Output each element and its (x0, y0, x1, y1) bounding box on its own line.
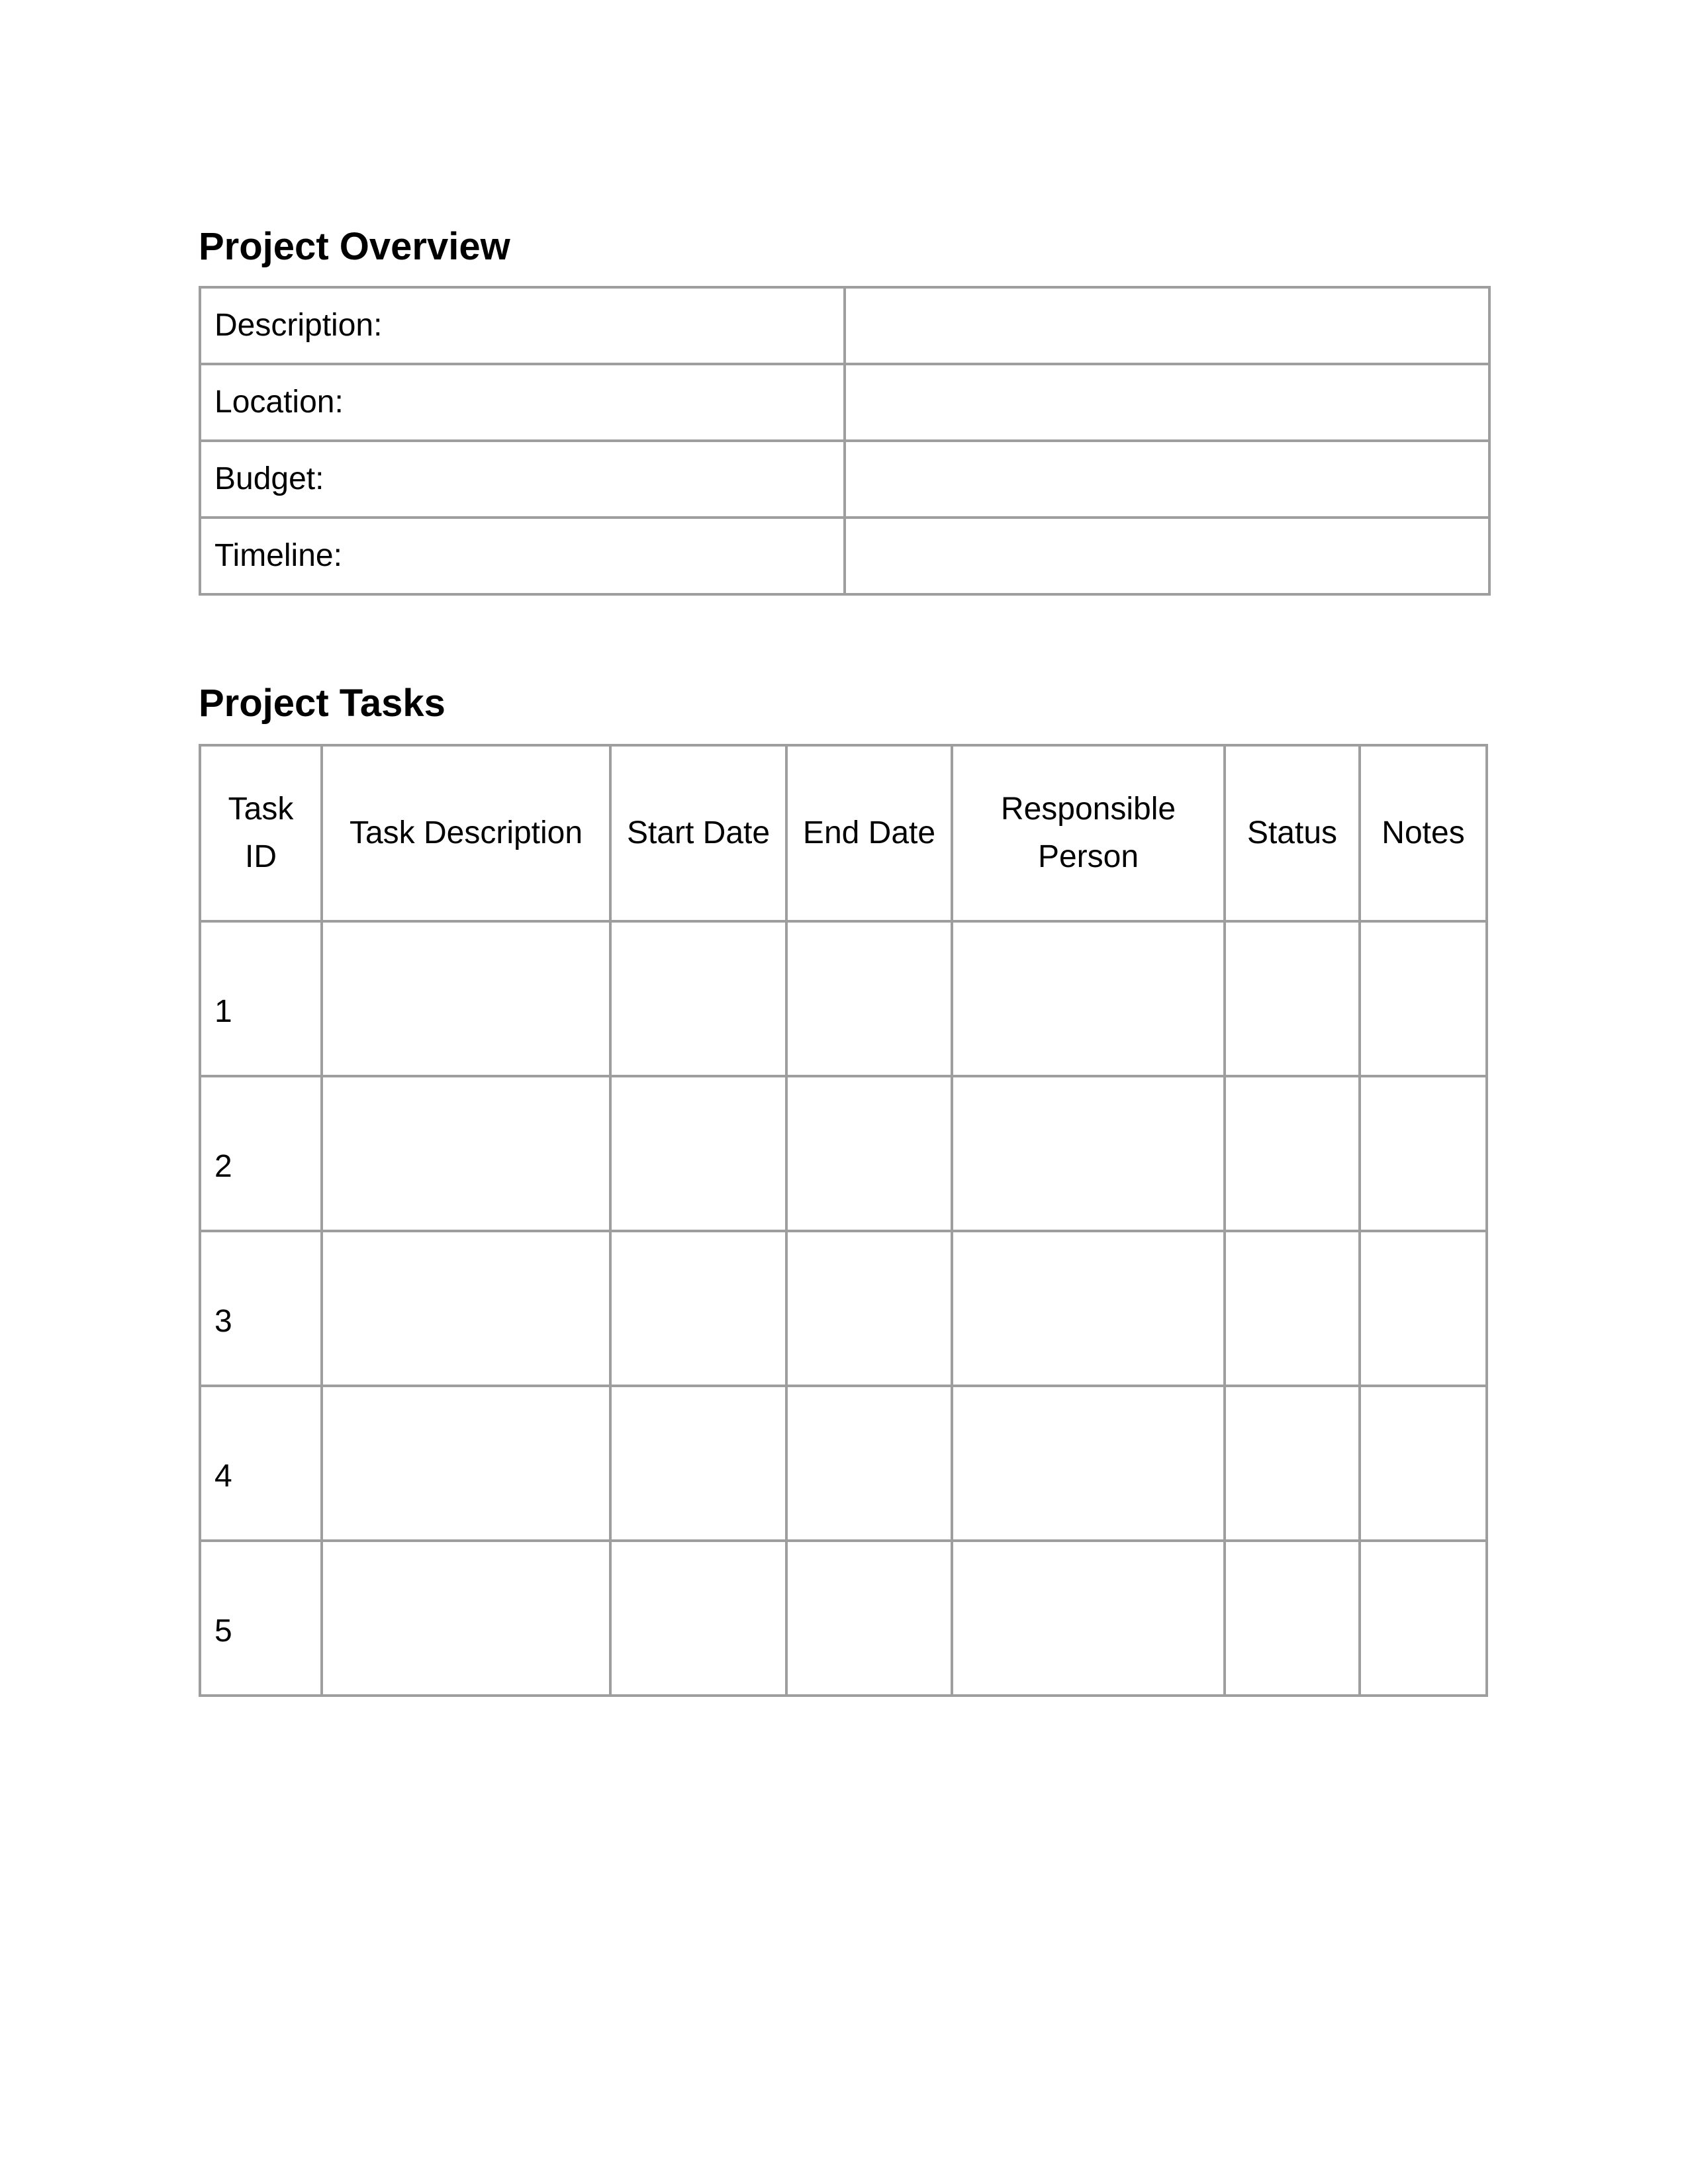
end-date-cell[interactable] (786, 921, 952, 1076)
overview-label: Timeline: (200, 518, 845, 594)
task-id-cell: 3 (200, 1231, 322, 1386)
table-row (200, 1231, 1487, 1386)
task-description-cell[interactable] (322, 1541, 610, 1696)
overview-row-budget (200, 441, 1489, 518)
overview-table (199, 286, 1491, 596)
table-row (200, 1541, 1487, 1696)
task-description-cell[interactable] (322, 921, 610, 1076)
table-row (200, 1076, 1487, 1231)
notes-cell[interactable] (1360, 1386, 1487, 1541)
overview-value-cell[interactable] (845, 364, 1489, 441)
table-row (200, 921, 1487, 1076)
responsible-person-cell[interactable] (952, 1541, 1225, 1696)
tasks-table (199, 744, 1488, 1697)
column-header-task-id: Task ID (200, 745, 322, 921)
responsible-person-cell[interactable] (952, 1076, 1225, 1231)
start-date-cell[interactable] (610, 921, 786, 1076)
overview-row-timeline (200, 518, 1489, 594)
task-id-cell: 4 (200, 1386, 322, 1541)
status-cell[interactable] (1225, 1231, 1360, 1386)
task-description-cell[interactable] (322, 1231, 610, 1386)
column-header-end-date: End Date (786, 745, 952, 921)
overview-value-cell[interactable] (845, 287, 1489, 364)
overview-label: Description: (200, 287, 845, 364)
start-date-cell[interactable] (610, 1076, 786, 1231)
notes-cell[interactable] (1360, 921, 1487, 1076)
end-date-cell[interactable] (786, 1076, 952, 1231)
table-row (200, 1386, 1487, 1541)
column-header-responsible-person: Responsible Person (952, 745, 1225, 921)
overview-heading: Project Overview (199, 225, 510, 268)
overview-value-cell[interactable] (845, 441, 1489, 518)
notes-cell[interactable] (1360, 1541, 1487, 1696)
start-date-cell[interactable] (610, 1386, 786, 1541)
start-date-cell[interactable] (610, 1541, 786, 1696)
column-header-start-date: Start Date (610, 745, 786, 921)
task-description-cell[interactable] (322, 1386, 610, 1541)
overview-value-cell[interactable] (845, 518, 1489, 594)
end-date-cell[interactable] (786, 1386, 952, 1541)
responsible-person-cell[interactable] (952, 1231, 1225, 1386)
notes-cell[interactable] (1360, 1231, 1487, 1386)
overview-label: Budget: (200, 441, 845, 518)
overview-row-location (200, 364, 1489, 441)
column-header-notes: Notes (1360, 745, 1487, 921)
column-header-status: Status (1225, 745, 1360, 921)
task-id-cell: 1 (200, 921, 322, 1076)
status-cell[interactable] (1225, 1386, 1360, 1541)
end-date-cell[interactable] (786, 1231, 952, 1386)
task-description-cell[interactable] (322, 1076, 610, 1231)
responsible-person-cell[interactable] (952, 1386, 1225, 1541)
overview-label: Location: (200, 364, 845, 441)
task-id-cell: 5 (200, 1541, 322, 1696)
overview-row-description (200, 287, 1489, 364)
status-cell[interactable] (1225, 921, 1360, 1076)
responsible-person-cell[interactable] (952, 921, 1225, 1076)
status-cell[interactable] (1225, 1076, 1360, 1231)
column-header-task-description: Task Description (322, 745, 610, 921)
tasks-heading: Project Tasks (199, 682, 445, 725)
status-cell[interactable] (1225, 1541, 1360, 1696)
notes-cell[interactable] (1360, 1076, 1487, 1231)
start-date-cell[interactable] (610, 1231, 786, 1386)
tasks-header-row (200, 745, 1487, 921)
task-id-cell: 2 (200, 1076, 322, 1231)
end-date-cell[interactable] (786, 1541, 952, 1696)
